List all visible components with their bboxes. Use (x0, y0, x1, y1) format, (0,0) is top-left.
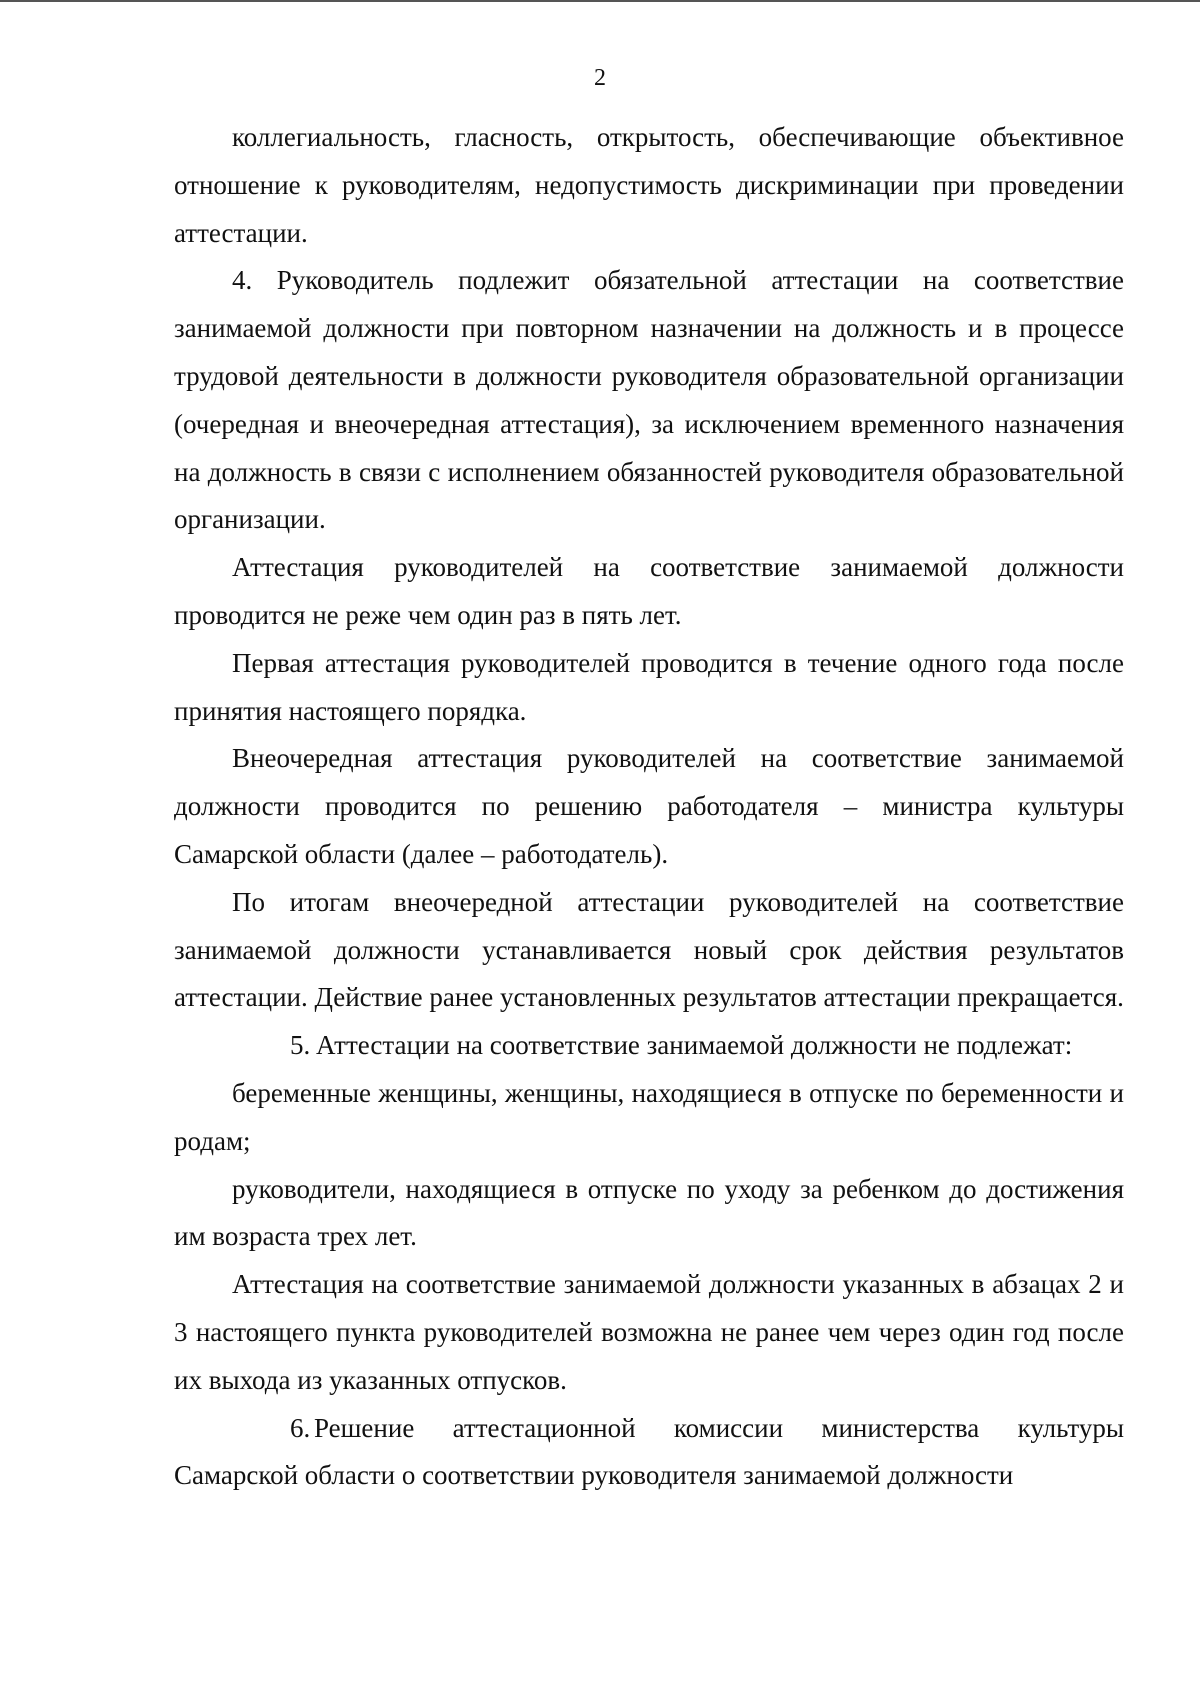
paragraph: По итогам внеочередной аттестации руководителей на соответствие занимаемой должности устанавливается новый срок действия результатов аттестации. Действие ранее установленных результатов аттестации прекращается. (174, 886, 1124, 1013)
paragraph: руководители, находящиеся в отпуске по уходу за ребенком до достижения им возраста трех лет. (174, 1173, 1124, 1252)
paragraph: Аттестация на соответствие занимаемой должности указанных в абзацах 2 и 3 настоящего пункта руководителей возможна не ранее чем через один год после их выхода из указанных отпусков. (174, 1269, 1124, 1395)
paragraph: Внеочередная аттестация руководителей на соответствие занимаемой должности проводится по решению работодателя – министра культуры Самарской области (далее – работодатель). (174, 743, 1124, 869)
item-text: Решение аттестационной комиссии министерства культуры Самарской области о соответствии руководителя занимаемой должности (174, 1412, 1124, 1491)
paragraph: беременные женщины, женщины, находящиеся в отпуске по беременности и родам; (174, 1077, 1124, 1156)
paragraph: Аттестация руководителей на соответствие занимаемой должности проводится не реже чем один раз в пять лет. (174, 552, 1124, 630)
numbered-item-6 (174, 1405, 1124, 1501)
page-number: 2 (594, 65, 606, 91)
document-body (174, 114, 1124, 1500)
numbered-item-5 (174, 1022, 1124, 1070)
paragraph: 4. Руководитель подлежит обязательной аттестации на соответствие занимаемой должности при повторном назначении на должность и в процессе трудовой деятельности в должности руководителя образовательной организации (очередная и внеочередная аттестация), за исключением временного назначения на должность в связи с исполнением обязанностей руководителя образовательной организации. (174, 265, 1124, 535)
item-number: 5. (290, 1030, 311, 1061)
paragraph: коллегиальность, гласность, открытость, обеспечивающие объективное отношение к руководителям, недопустимость дискриминации при проведении аттестации. (174, 122, 1124, 248)
item-number: 6. (290, 1412, 311, 1443)
paragraph: Первая аттестация руководителей проводится в течение одного года после принятия настоящего порядка. (174, 647, 1124, 726)
item-text: Аттестации на соответствие занимаемой должности не подлежат: (316, 1030, 1073, 1061)
